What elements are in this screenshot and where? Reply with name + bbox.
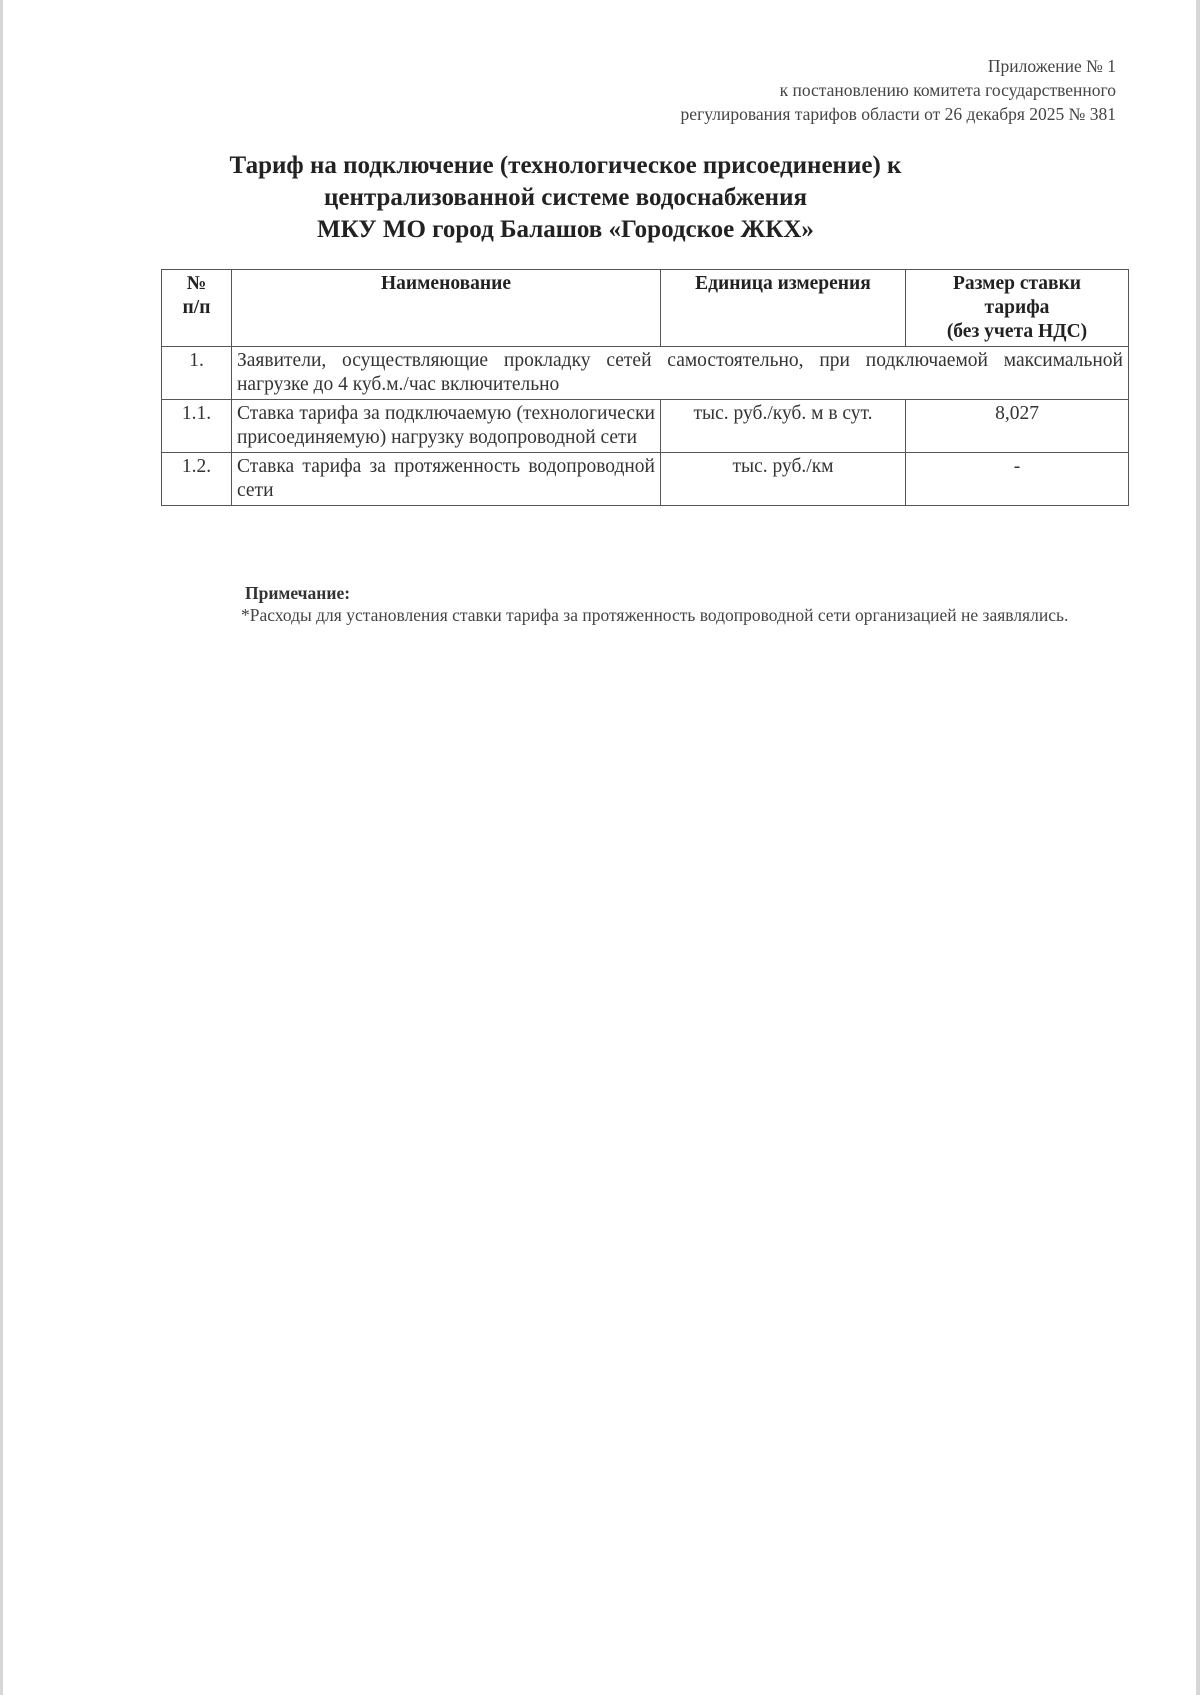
table-row <box>162 400 1129 453</box>
row-num: 1.1. <box>162 400 232 453</box>
appendix-header <box>681 54 1116 126</box>
tariff-table <box>161 269 1129 506</box>
header-name: Наименование <box>232 270 661 347</box>
table-header-row <box>162 270 1129 347</box>
header-value <box>906 270 1129 347</box>
group-row-text: Заявители, осуществляющие прокладку сетей самостоятельно, при подключаемой максимальной нагрузке до 4 куб.м./час включительно <box>232 347 1129 400</box>
row-name: Ставка тарифа за протяженность водопроводной сети <box>232 453 661 506</box>
document-title <box>153 150 978 246</box>
header-num <box>162 270 232 347</box>
group-row-num: 1. <box>162 347 232 400</box>
row-num: 1.2. <box>162 453 232 506</box>
appendix-line-1: Приложение № 1 <box>987 56 1116 76</box>
header-num-line-2: п/п <box>182 297 211 318</box>
row-value: - <box>906 453 1129 506</box>
header-value-line-1: Размер ставки <box>952 273 1082 294</box>
title-line-2: централизованной системе водоснабжения <box>324 184 807 211</box>
title-line-3: МКУ МО город Балашов «Городское ЖКХ» <box>317 216 814 243</box>
title-line-1: Тариф на подключение (технологическое присоединение) к <box>229 152 902 179</box>
row-unit: тыс. руб./км <box>661 453 906 506</box>
appendix-line-2: к постановлению комитета государственного <box>779 80 1116 100</box>
header-num-line-1: № <box>186 273 207 294</box>
header-value-line-3: (без учета НДС) <box>946 321 1088 342</box>
row-value: 8,027 <box>906 400 1129 453</box>
row-name: Ставка тарифа за подключаемую (технологически присоединяемую) нагрузку водопроводной сети <box>232 400 661 453</box>
appendix-line-3: регулирования тарифов области от 26 декабря 2025 № 381 <box>680 104 1116 124</box>
note-text: *Расходы для установления ставки тарифа за протяженность водопроводной сети организацией не заявлялись. <box>241 605 1069 625</box>
header-unit: Единица измерения <box>661 270 906 347</box>
table-group-row <box>162 347 1129 400</box>
row-unit: тыс. руб./куб. м в сут. <box>661 400 906 453</box>
header-value-line-2: тарифа <box>984 297 1050 318</box>
document-page <box>3 0 1196 1695</box>
table-row <box>162 453 1129 506</box>
note-heading: Примечание: <box>245 583 351 603</box>
